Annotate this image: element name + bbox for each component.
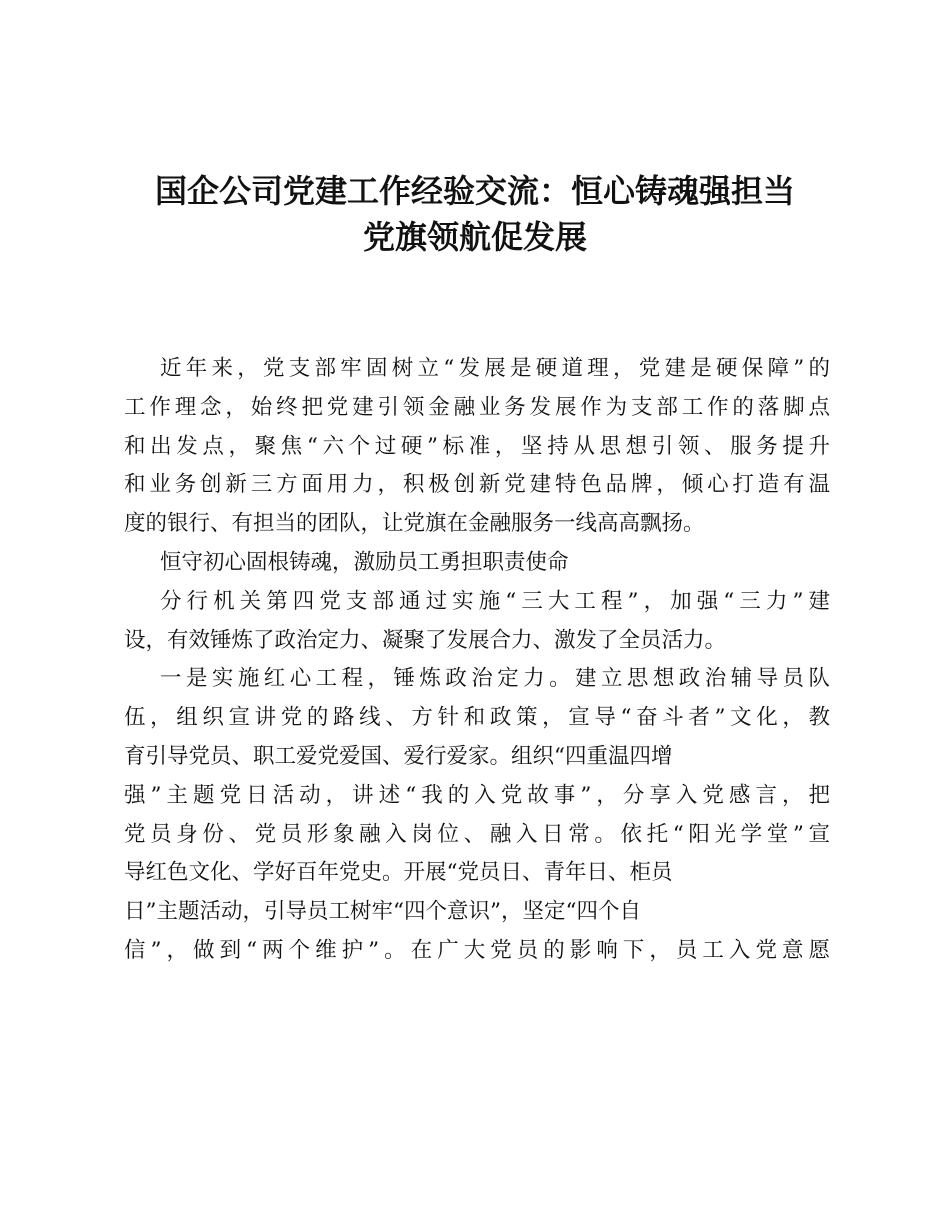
- paragraph-line: 和出发点，聚焦“六个过硬”标准，坚持从思想引领、服务提升: [124, 433, 830, 459]
- title-line-2: 党旗领航促发展: [362, 218, 587, 256]
- paragraph-line: 日”主题活动，引导员工树牢“四个意识”，坚定“四个自: [124, 899, 641, 925]
- title-line-1: 国企公司党建工作经验交流：恒心铸魂强担当: [154, 172, 795, 210]
- paragraph-line: 分行机关第四党支部通过实施“三大工程”，加强“三力”建: [160, 588, 830, 614]
- section-heading: 恒守初心固根铸魂，激励员工勇担职责使命: [160, 549, 569, 575]
- paragraph-line: 伍，组织宣讲党的路线、方针和政策，宣导“奋斗者”文化，教: [124, 705, 830, 731]
- paragraph-line: 近年来，党支部牢固树立“发展是硬道理，党建是硬保障”的: [160, 356, 830, 381]
- paragraph-line: 度的银行、有担当的团队，让党旗在金融服务一线高高飘扬。: [124, 511, 705, 537]
- paragraph-line: 工作理念，始终把党建引领金融业务发展作为支部工作的落脚点: [124, 394, 830, 420]
- paragraph-line: 信”，做到“两个维护”。在广大党员的影响下，员工入党意愿: [124, 937, 830, 963]
- paragraph-line: 设，有效锤炼了政治定力、凝聚了发展合力、激发了全员活力。: [124, 627, 727, 653]
- paragraph-line: 党员身份、党员形象融入岗位、融入日常。依托“阳光学堂”宣: [124, 821, 830, 847]
- paragraph-line: 一是实施红心工程，锤炼政治定力。建立思想政治辅导员队: [160, 666, 830, 692]
- document-title: [100, 168, 850, 260]
- document-body: [124, 350, 830, 971]
- paragraph-line: 育引导党员、职工爱党爱国、爱行爱家。组织“四重温四增: [124, 743, 673, 769]
- paragraph-line: 强”主题党日活动，讲述“我的入党故事”，分享入党感言，把: [124, 782, 830, 808]
- paragraph-line: 导红色文化、学好百年党史。开展“党员日、青年日、柜员: [124, 860, 673, 886]
- paragraph-line: 和业务创新三方面用力，积极创新党建特色品牌，倾心打造有温: [124, 472, 830, 498]
